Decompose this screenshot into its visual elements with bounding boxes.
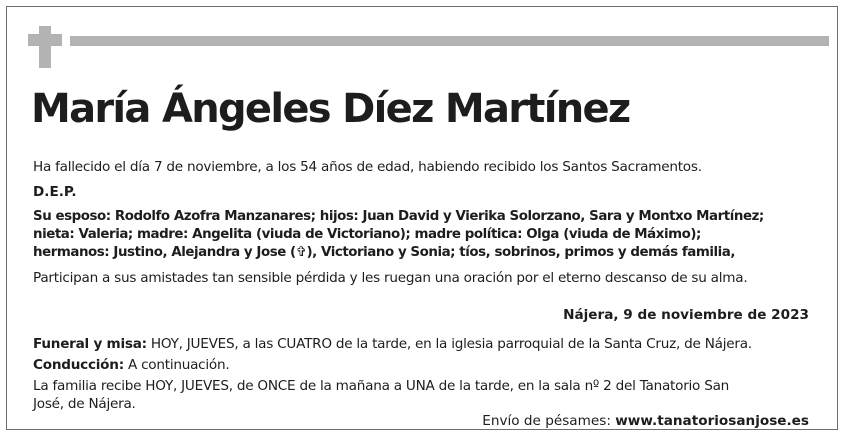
condolences-line [482, 412, 809, 431]
family-line-3: hermanos: Justino, Alejandra y Jose (✞), Victoriano y Sonia; tíos, sobrinos, primos y demás familia, [33, 245, 736, 260]
deceased-name: María Ángeles Díez Martínez [31, 86, 630, 132]
funeral-text: HOY, JUEVES, a las CUATRO de la tarde, en la iglesia parroquial de la Santa Cruz, de Nájera. [146, 336, 752, 352]
condolences-label: Envío de pésames: [482, 413, 616, 429]
dep-label: D.E.P. [33, 184, 77, 200]
announcement: Ha fallecido el día 7 de noviembre, a los 54 años de edad, habiendo recibido los Santos Sacramentos. [33, 159, 702, 175]
family-line-2: nieta: Valeria; madre: Angelita (viuda de Victoriano); madre política: Olga (viuda de Máximo); [33, 227, 701, 242]
funeral-label: Funeral y misa: [33, 336, 147, 352]
cross-icon-bar [28, 34, 62, 46]
header-rule [70, 36, 829, 46]
place-date: Nájera, 9 de noviembre de 2023 [563, 307, 809, 323]
conduccion-label: Conducción: [33, 357, 124, 373]
prayer-request: Participan a sus amistades tan sensible pérdida y les ruegan una oración por el eterno descanso de su alma. [33, 270, 748, 286]
obituary-card [6, 6, 838, 430]
reception-line-2: José, de Nájera. [33, 396, 136, 412]
family-line-1: Su esposo: Rodolfo Azofra Manzanares; hijos: Juan David y Vierika Solorzano, Sara y Montxo Martínez; [33, 209, 764, 224]
conduccion-text: A continuación. [123, 357, 230, 373]
condolences-link[interactable]: www.tanatoriosanjose.es [615, 413, 809, 429]
funeral-line [33, 335, 752, 354]
cross-icon [39, 26, 51, 68]
conduccion-line [33, 356, 229, 375]
reception-line-1: La familia recibe HOY, JUEVES, de ONCE de la mañana a UNA de la tarde, en la sala nº 2 del Tanatorio San [33, 378, 730, 394]
